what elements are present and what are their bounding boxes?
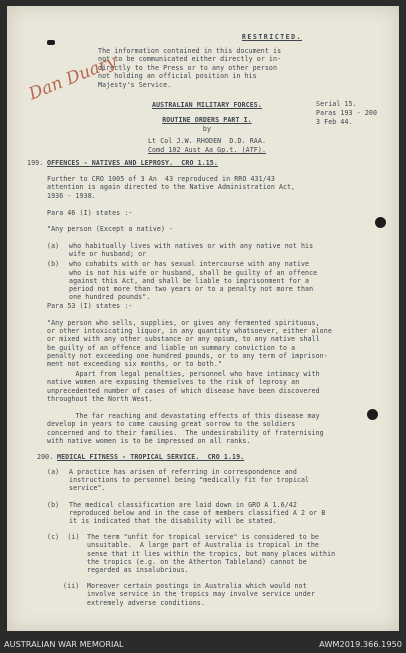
closing-line: unprecedented number of cases of which disease have been discovered [47,386,320,395]
item-line: sense that it lies within the tropics, but many places within [87,549,336,558]
forces-heading: AUSTRALIAN MILITARY FORCES. [152,101,262,109]
clause-label: (b) [47,260,60,269]
notice-line: Majesty's Service. [98,80,172,89]
item-line: The medical classification are laid down in GRO A 1.6/42 [69,500,297,509]
clause-label: (a) [47,242,60,250]
clause-line: period not more than two years or to a penalty not more than [69,285,314,293]
para-199-line: Further to CRO 1005 of 3 An 43 reproduced in RRO 431/43 [47,175,275,183]
para-200-number: 200. [37,453,54,461]
handwritten-signature: Dan Duary [26,51,120,105]
quote-line: or other intoxicating liquor, in any quantity whatsoever, either alone [47,327,332,336]
para-199-line: "Any person (Except a native) - [47,225,174,234]
clause-line: one hundred pounds". [69,293,151,302]
clause-line: who is not his wife or husband, shall be guilty of an offence [69,268,318,277]
item-line: The term "unfit for tropical service" is considered to be [87,533,319,542]
item-line: unsuitable. A large part of Australia is tropical in the [87,541,319,550]
footer-accession-number: AWM2019.366.1950 [319,639,402,649]
clause-line: wife or husband; or [69,250,147,259]
closing-line: The far reaching and devastating effects of this disease may [47,412,320,420]
punch-hole-right-2 [367,409,378,420]
paras-range: Paras 193 - 200 [316,109,378,117]
quote-line: penalty not exceeding one hundred pounds, or to any term of imprison- [47,351,328,360]
clause-line: who cohabits with or has sexual intercourse with any native [69,260,310,269]
para-199-number: 199. [27,159,44,167]
notice-line: directly to the Press or to any other person [98,63,278,72]
item-label: (ii) [63,582,80,591]
item-line: A practice has arisen of referring in correspondence and [69,468,297,476]
orders-heading: ROUTINE ORDERS PART I. [162,116,252,124]
closing-line: Apart from legal penalties, personnel who have intimacy with [47,370,320,378]
item-label: (b) [47,500,60,509]
closing-line: concerned and to their families. The undesirability of fraternising [47,428,324,437]
punch-hole-right-1 [375,217,386,228]
archive-footer [0,637,406,653]
item-line: regarded as insalubrious. [87,566,189,574]
para-53-heading: Para 53 (I) states :- [47,302,133,310]
restricted-label: RESTRICTED. [241,33,303,41]
order-date: 3 Feb 44. [316,118,353,126]
closing-line: develop in years to come causing great sorrow to the soldiers [47,420,296,429]
para-199-line: Para 46 (I) states :- [47,208,133,217]
item-label: (c) (i) [47,533,80,542]
closing-line: native women are exposing themselves to the risk of leprosy an [47,378,300,387]
clause-line: against this Act, and shall be liable to imprisonment for a [69,276,310,285]
officer-name: Lt Col J.W. RHODEN D.D. RAA. [147,137,267,145]
para-200-title: MEDICAL FITNESS - TROPICAL SERVICE. CRO 1.19. [57,453,245,461]
quote-line: ment not exceeding six months, or to both." [47,360,222,368]
item-line: it is indicated that the disability will be stated. [69,517,277,525]
notice-line: not to be communicated either directly or in- [98,55,282,64]
clause-line: who habitually lives with natives or with any native not his [69,242,314,250]
item-line: involve service in the tropics may involve service under [87,590,315,599]
notice-line: The information contained in this document is [98,47,282,55]
item-line: extremely adverse conditions. [87,598,206,607]
para-199-title: OFFENCES - NATIVES AND LEPROSY. CRO 1.15. [47,159,218,167]
para-199-line: 1936 - 1938. [47,191,96,200]
serial-number: Serial 15. [316,100,357,108]
by-label: by [202,125,212,133]
document-page [7,6,399,631]
item-line: service". [69,484,106,493]
closing-line: throughout the North West. [47,395,153,404]
item-line: reproduced below and in the case of members classified A 2 or B [69,508,326,517]
para-199-line: attention is again directed to the Native Administration Act, [47,183,296,192]
notice-line: not holding an official position in his [98,72,257,81]
punch-hole-top [47,40,55,45]
command-name: Comd 102 Aust Aa Gp.t. (ATF). [147,146,267,154]
item-line: instructions to personnel being "medically fit for tropical [69,476,310,485]
quote-line: "Any person who sells, supplies, or gives any fermented spirituous, [47,319,320,327]
item-line: Moreover certain postings in Australia which would not [87,582,307,591]
item-label: (a) [47,468,60,476]
quote-line: or mixed with any other substance or any opium, to any native shall [47,335,320,344]
footer-institution: AUSTRALIAN WAR MEMORIAL [4,639,124,649]
item-line: the tropics (e.g. on the Atherton Tableland) cannot be [87,557,307,566]
closing-line: with native women is to be impressed on all ranks. [47,437,251,446]
quote-line: be guilty of an offence and liable on summary conviction to a [47,343,296,352]
